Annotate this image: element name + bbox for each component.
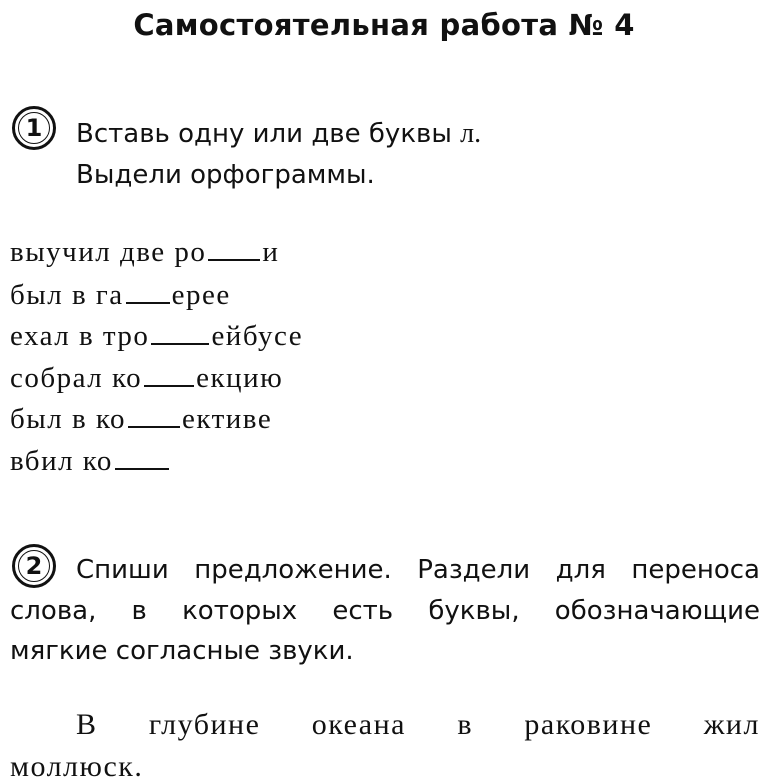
exercise-line-4	[10, 364, 283, 393]
word: обозначающие	[554, 596, 760, 626]
task1-instruction-letter: л.	[460, 118, 482, 149]
task-number-1-badge: 1	[12, 106, 56, 150]
word: в	[457, 708, 474, 741]
exercise-line-before: ехал в тро	[10, 320, 150, 352]
word: жил	[703, 708, 760, 741]
word: В	[76, 708, 98, 741]
word: буквы,	[428, 596, 520, 626]
exercise-line-6	[10, 447, 171, 476]
exercise-line-after: ективе	[182, 403, 273, 435]
word: для	[555, 555, 606, 585]
exercise-blank	[208, 258, 260, 261]
word: переноса	[631, 555, 760, 585]
exercise-blank	[144, 384, 194, 387]
exercise-line-after: ерее	[171, 279, 231, 311]
word: в	[131, 596, 147, 626]
word: слова,	[10, 596, 97, 626]
word: которых	[182, 596, 298, 626]
word: есть	[332, 596, 394, 626]
word: предложение.	[194, 555, 392, 585]
task1-instruction-text: Вставь одну или две буквы	[76, 119, 461, 149]
exercise-blank	[115, 467, 169, 470]
word: глубине	[148, 708, 261, 741]
exercise-blank	[151, 342, 209, 345]
exercise-line-before: был в га	[10, 279, 124, 311]
sentence-line2: моллюск.	[10, 750, 144, 783]
exercise-line-after: екцию	[196, 362, 284, 394]
exercise-line-before: выучил две ро	[10, 236, 207, 268]
exercise-line-2	[10, 281, 231, 310]
exercise-line-1	[10, 238, 279, 267]
exercise-line-before: был в ко	[10, 403, 127, 435]
exercise-blank	[126, 301, 170, 304]
task-number-2-badge: 2	[12, 544, 56, 588]
task1-instruction-line2: Выдели орфограммы.	[76, 160, 375, 190]
word: Раздели	[417, 555, 531, 585]
task2-instruction-line3: мягкие согласные звуки.	[10, 636, 354, 666]
task2-instruction-line2	[10, 598, 760, 624]
task2-instruction-line1	[76, 557, 760, 583]
exercise-line-before: собрал ко	[10, 362, 143, 394]
exercise-line-after: ейбусе	[211, 320, 304, 352]
word: раковине	[524, 708, 653, 741]
exercise-blank	[128, 425, 180, 428]
word: Спиши	[76, 555, 169, 585]
word: океана	[311, 708, 406, 741]
exercise-line-before: вбил ко	[10, 445, 113, 477]
page-title: Самостоятельная работа № 4	[133, 8, 635, 42]
task1-instruction-line1	[76, 120, 481, 148]
exercise-line-3	[10, 322, 303, 351]
exercise-line-5	[10, 405, 272, 434]
sentence-line1	[76, 710, 760, 740]
exercise-line-after: и	[262, 236, 280, 268]
